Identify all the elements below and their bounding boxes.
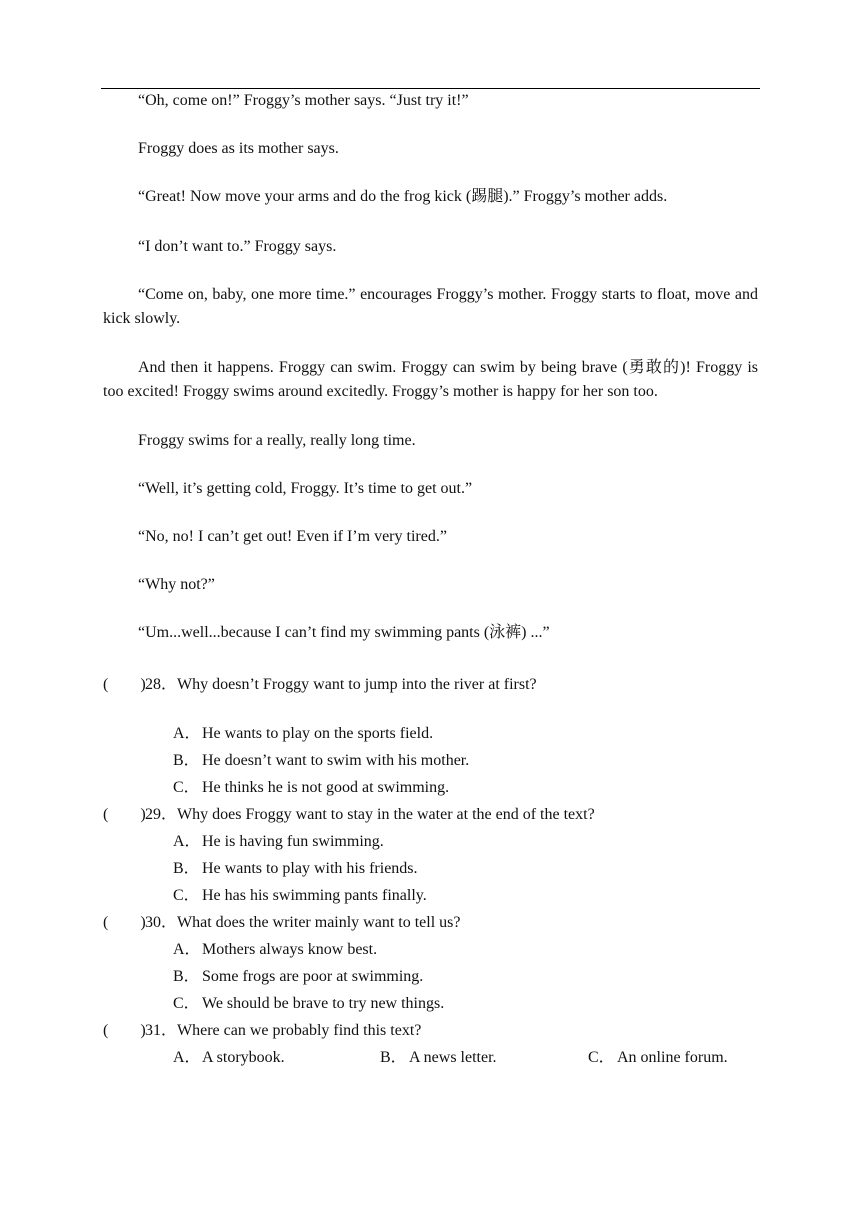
option-letter: C． — [173, 887, 200, 904]
question-number: 28． — [145, 676, 178, 693]
question-30-option-c — [173, 992, 444, 1016]
question-30-option-b — [173, 965, 423, 989]
answer-blank[interactable]: ( ) — [103, 1022, 146, 1039]
passage-paragraph-10: “Why not?” — [138, 576, 215, 593]
passage-paragraph-6: And then it happens. Froggy can swim. Froggy can swim by being brave (勇敢的)! Froggy is too excited! Froggy swims around excitedly. Froggy’s mother is happy for her son too. — [103, 359, 758, 400]
option-letter: B． — [173, 860, 200, 877]
question-29-option-b — [173, 857, 418, 881]
option-letter: A． — [173, 1049, 201, 1066]
question-text: Where can we probably find this text? — [177, 1022, 422, 1039]
question-number: 31． — [145, 1022, 178, 1039]
option-letter: A． — [173, 725, 201, 742]
option-letter: A． — [173, 941, 201, 958]
option-text: He wants to play on the sports field. — [202, 725, 434, 742]
option-text: He thinks he is not good at swimming. — [202, 779, 450, 796]
question-31-stem — [103, 1019, 758, 1043]
answer-blank[interactable]: ( ) — [103, 806, 146, 823]
passage-paragraph-11: “Um...well...because I can’t find my swimming pants (泳裤) ...” — [138, 624, 550, 641]
option-text: A storybook. — [202, 1049, 285, 1066]
option-letter: C． — [588, 1049, 615, 1066]
option-letter: B． — [380, 1049, 407, 1066]
question-31-option-a — [173, 1046, 285, 1070]
question-30-option-a — [173, 938, 377, 962]
question-28-stem — [103, 673, 758, 697]
question-31-option-b — [380, 1046, 497, 1070]
question-29-stem — [103, 803, 758, 827]
question-text: Why does Froggy want to stay in the water at the end of the text? — [177, 806, 595, 823]
question-number: 30． — [145, 914, 178, 931]
passage-paragraph-8: “Well, it’s getting cold, Froggy. It’s time to get out.” — [138, 480, 473, 497]
option-letter: C． — [173, 779, 200, 796]
option-letter: B． — [173, 968, 200, 985]
option-text: He doesn’t want to swim with his mother. — [202, 752, 470, 769]
option-letter: C． — [173, 995, 200, 1012]
answer-blank[interactable]: ( ) — [103, 676, 146, 693]
question-28-option-b — [173, 749, 469, 773]
option-text: He has his swimming pants finally. — [202, 887, 427, 904]
question-text: What does the writer mainly want to tell us? — [177, 914, 461, 931]
passage-paragraph-7: Froggy swims for a really, really long time. — [138, 432, 416, 449]
passage-paragraph-1: “Oh, come on!” Froggy’s mother says. “Just try it!” — [138, 92, 469, 109]
option-text: Mothers always know best. — [202, 941, 378, 958]
option-text: Some frogs are poor at swimming. — [202, 968, 424, 985]
passage-paragraph-4: “I don’t want to.” Froggy says. — [138, 238, 337, 255]
passage-paragraph-5: “Come on, baby, one more time.” encourages Froggy’s mother. Froggy starts to float, move and kick slowly. — [103, 286, 758, 327]
question-number: 29． — [145, 806, 178, 823]
passage-paragraph-9: “No, no! I can’t get out! Even if I’m very tired.” — [138, 528, 447, 545]
question-28-option-c — [173, 776, 449, 800]
option-letter: B． — [173, 752, 200, 769]
option-letter: A． — [173, 833, 201, 850]
passage-paragraph-3: “Great! Now move your arms and do the frog kick (踢腿).” Froggy’s mother adds. — [138, 188, 668, 205]
question-30-stem — [103, 911, 758, 935]
question-31-option-c — [588, 1046, 728, 1070]
option-text: He wants to play with his friends. — [202, 860, 418, 877]
option-text: We should be brave to try new things. — [202, 995, 445, 1012]
question-28-option-a — [173, 722, 433, 746]
question-29-option-a — [173, 830, 384, 854]
option-text: An online forum. — [617, 1049, 728, 1066]
question-29-option-c — [173, 884, 427, 908]
question-text: Why doesn’t Froggy want to jump into the river at first? — [177, 676, 537, 693]
option-text: A news letter. — [409, 1049, 497, 1066]
passage-paragraph-2: Froggy does as its mother says. — [138, 140, 339, 157]
answer-blank[interactable]: ( ) — [103, 914, 146, 931]
option-text: He is having fun swimming. — [202, 833, 384, 850]
